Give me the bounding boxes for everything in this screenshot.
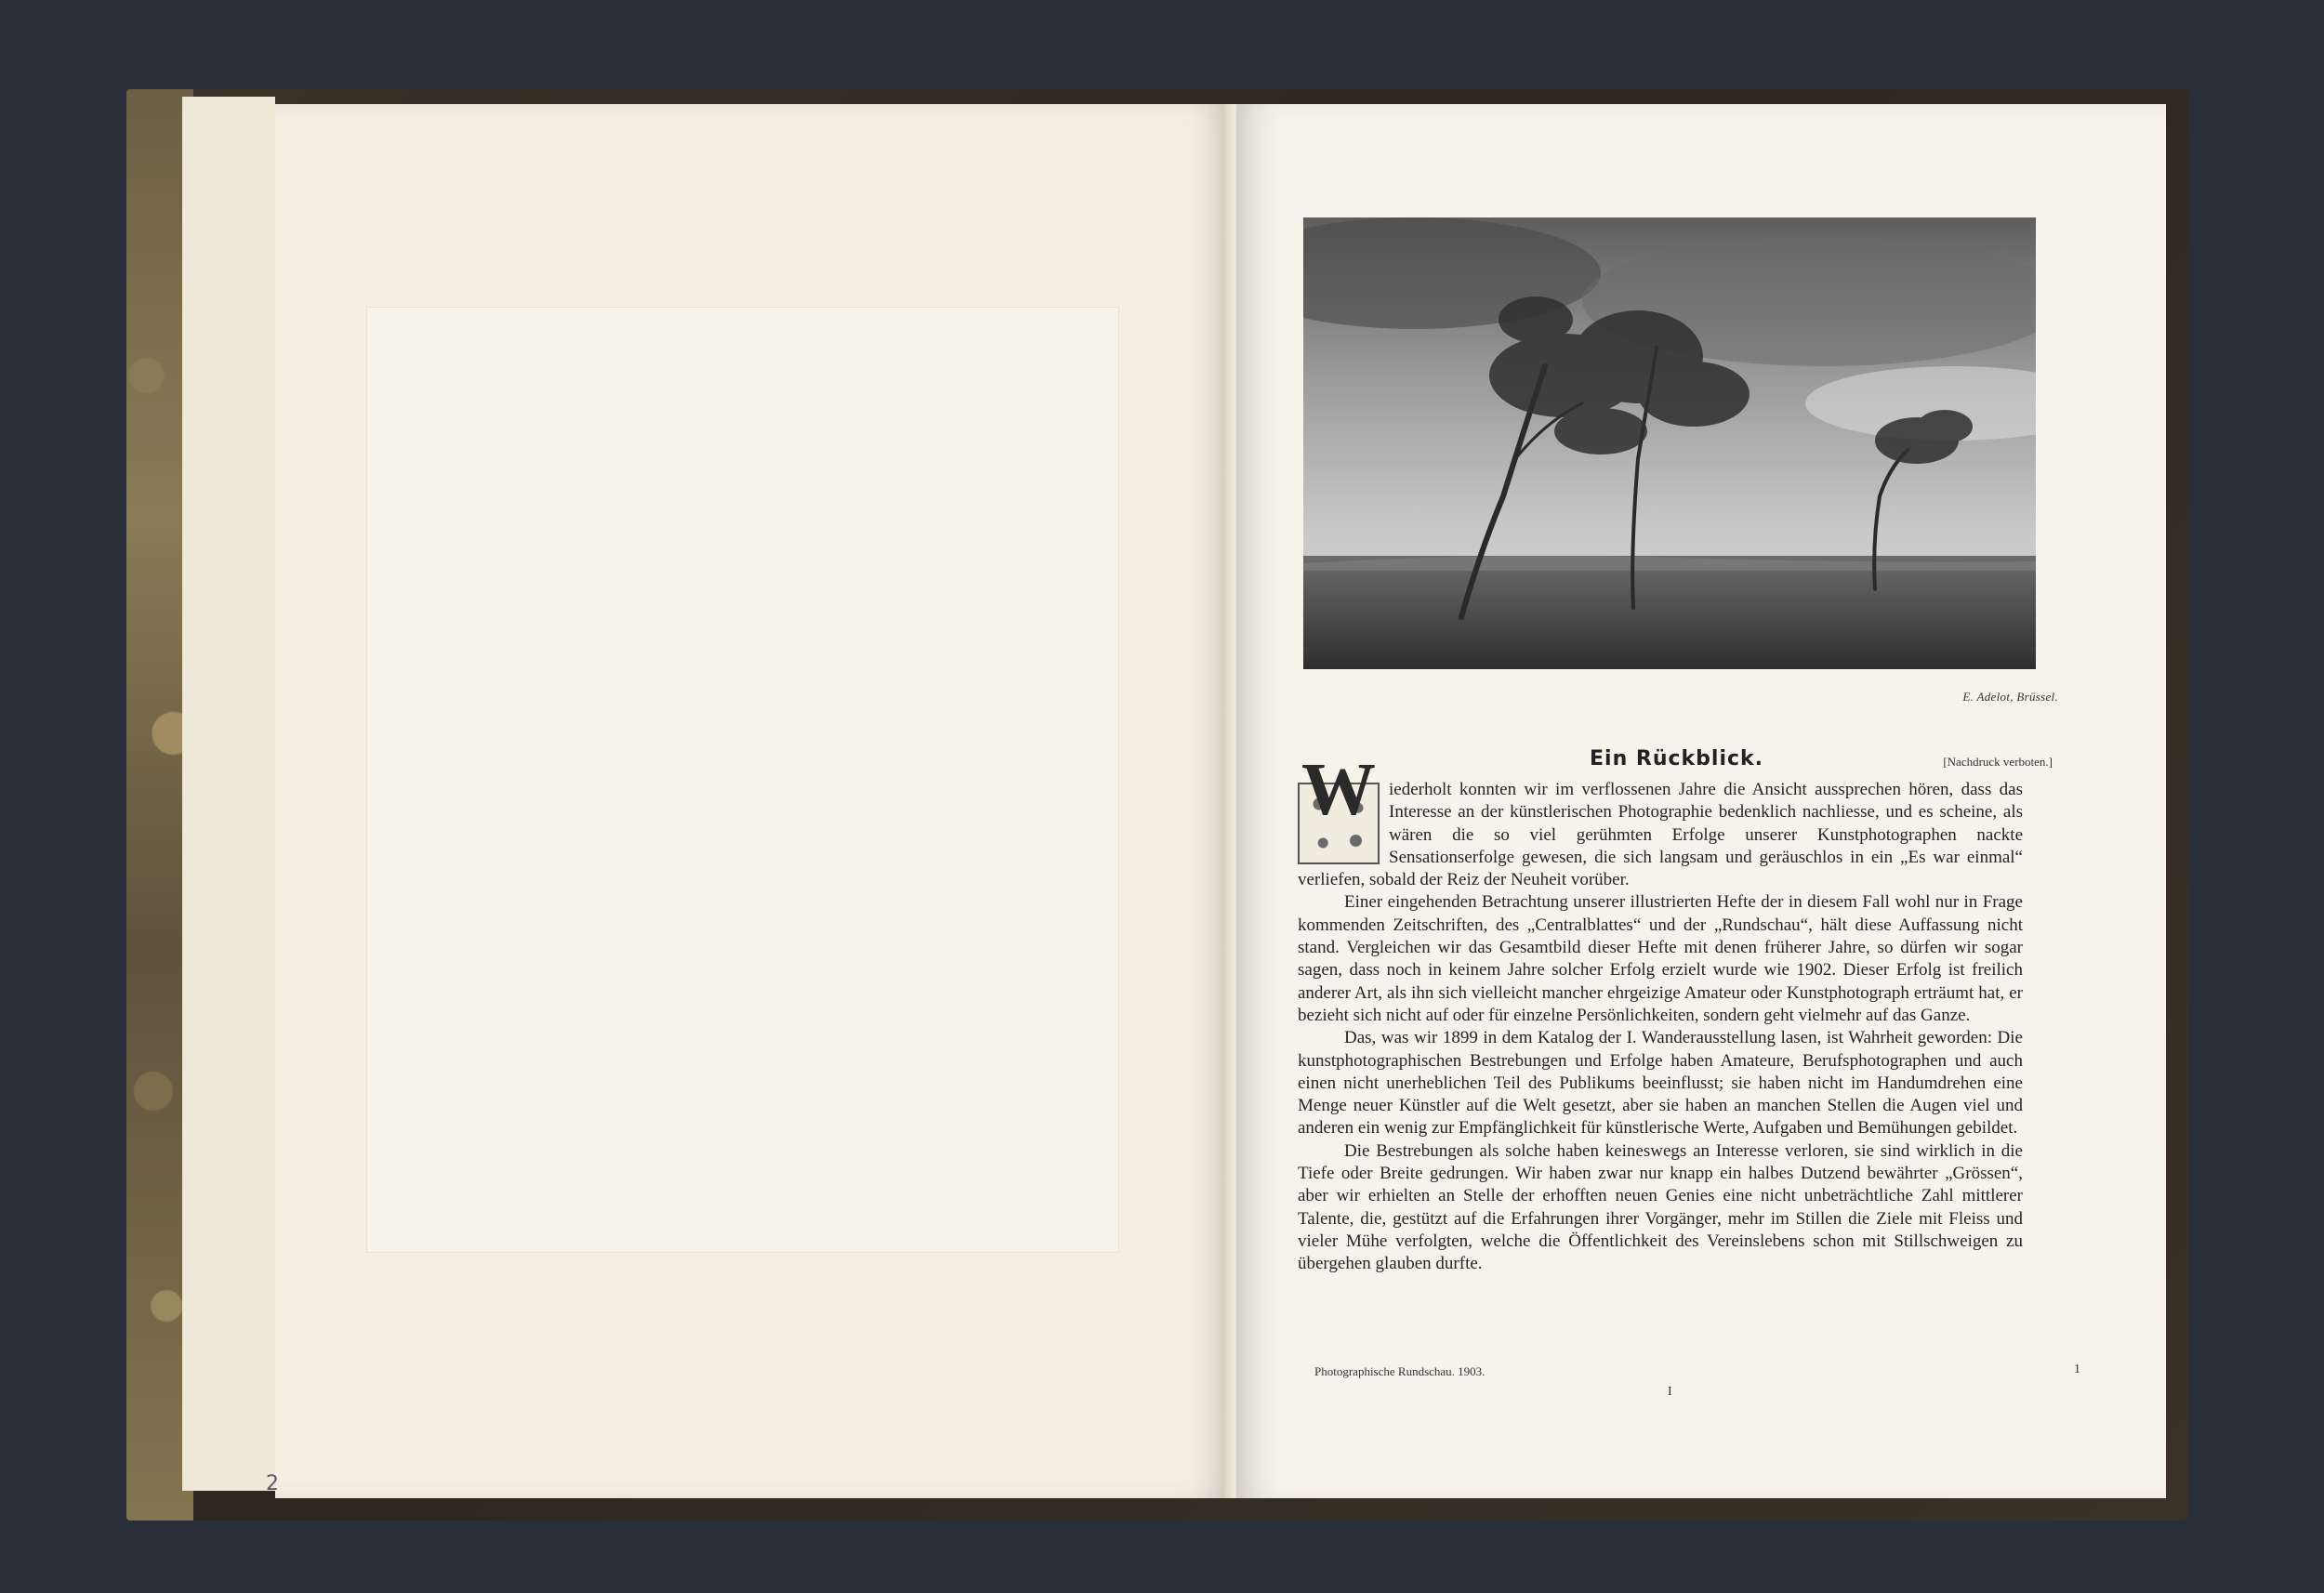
paragraph-2: Einer eingehenden Betrachtung unserer illustrierten Hefte der in diesem Fall wohl nur in Frage kommenden Zeitschriften, des „Centralblattes“ und der „Rundschau“, hält diese Auffassung nicht stand. Vergleichen wir das Gesamtbild dieser Hefte mit denen früherer Jahre, so dürfen wir sogar sagen, dass noch in keinem Jahre solcher Erfolg erzielt wurde wie 1902. Dieser Erfolg ist freilich anderer Art, als ihn sich vielleicht mancher ehrgeizige Amateur oder Kunstphotograph erträumt hat, er bezieht sich nicht auf oder für einzelne Persönlichkeiten, sondern geht vielmehr auf das Ganze. (1298, 892, 2023, 1025)
footer-publication: Photographische Rundschau. 1903. (1314, 1364, 1486, 1378)
endpaper (182, 97, 275, 1491)
handwritten-page-number: 2 (266, 1472, 279, 1495)
left-page (275, 104, 1233, 1498)
landscape-photograph (1303, 217, 2036, 669)
ornamental-drop-cap: W (1298, 783, 1380, 864)
right-page (1236, 104, 2166, 1498)
photo-credit: E. Adelot, Brüssel. (1962, 690, 2058, 704)
paragraph-1: W iederholt konnten wir im verflossenen Jahre die Ansicht aussprechen hören, dass das Interesse an der künstlerischen Photographie bedenklich nachliesse, und es scheine, als wären die so viel gerühmten Erfolge unserer Kunstphotographen nackte Sensationserfolge gewesen, die sich langsam und geräuschlos in ein „Es war einmal“ verliefen, sobald der Reiz der Neuheit vorüber. (1298, 749, 2023, 890)
page-number: I (1668, 1385, 1672, 1399)
paragraph-4: Die Bestrebungen als solche haben keineswegs an Interesse verloren, sie sind wirklich in die Tiefe oder Breite gedrungen. Wir haben zwar nur knapp ein halbes Dutzend bewährter „Grössen“, aber wir erhielten an Stelle der erhofften neuen Genies eine nicht unbeträchtliche Zahl mittlerer Talente, die, gestützt auf die Erfahrungen ihrer Vorgänger, mehr im Stillen die Ziele mit Fleiss und vieler Mühe verfolgten, welche die Öffentlichkeit des Vereinslebens schon mit Stillschweigen zu übergehen glauben durfte. (1298, 1140, 2023, 1274)
footer-signature-mark: 1 (2074, 1363, 2080, 1376)
article-title: Ein Rückblick. (1590, 747, 1764, 770)
tissue-plate-area (366, 307, 1119, 1253)
reprint-notice: [Nachdruck verboten.] (1943, 755, 2053, 769)
paragraph-3: Das, was wir 1899 in dem Katalog der I. Wanderausstellung lasen, ist Wahrheit geworden: Die kunstphotographischen Bestrebungen und Erfolge haben Amateure, Berufsphotographen und auch einen nicht unerheblichen Teil des Publikums beeinflusst; sie haben nicht im Handumdrehen eine Menge neuer Künstler auf die Welt gesetzt, aber sie haben an manchen Stellen die Augen viel und anderen ein wenig zur Empfänglichkeit für künstlerische Werte, Aufgaben und Bemühungen gebildet. (1298, 1028, 2023, 1139)
